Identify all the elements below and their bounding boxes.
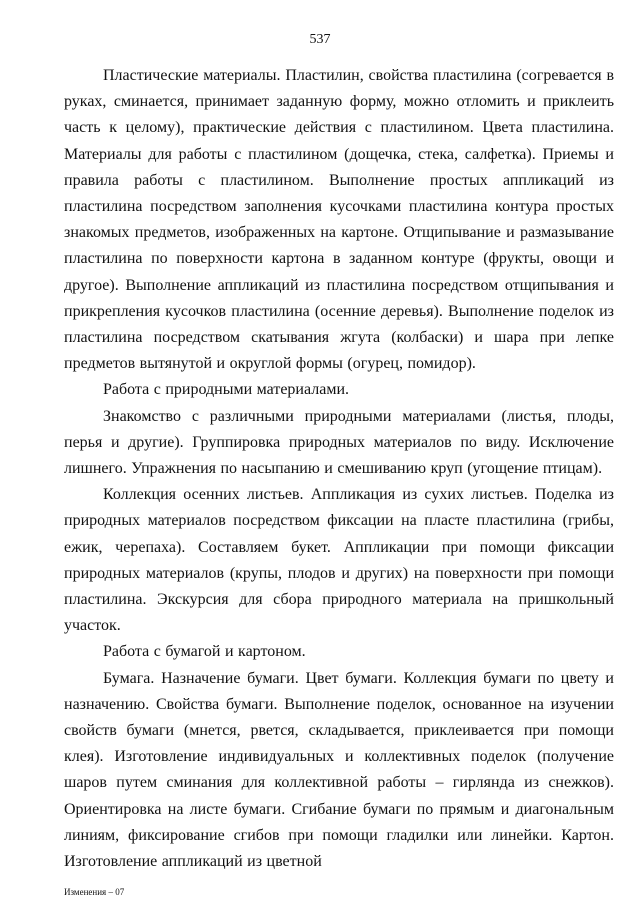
paragraph-autumn-leaves: Коллекция осенних листьев. Аппликация из сухих листьев. Поделка из природных материалов посредством фиксации на пласте пластилина (грибы, ежик, черепаха). Составляем букет. Аппликации при помощи фиксации природных материалов (крупы, плодов и других) на поверхности при помощи пластилина. Экскурсия для сбора природного материала на пришкольный участок. <box>64 486 614 635</box>
section-heading-paper-cardboard: Работа с бумагой и картоном. <box>103 643 306 661</box>
paragraph-natural-materials-intro: Знакомство с различными природными материалами (листья, плоды, перья и другие). Группировка природных материалов по виду. Исключение лишнего. Упражнения по насыпанию и смешиванию круп (угощение птицам). <box>64 407 614 478</box>
paragraph-paper: Бумага. Назначение бумаги. Цвет бумаги. Коллекция бумаги по цвету и назначению. Свойства бумаги. Выполнение поделок, основанное на изучении свойств бумаги (мнется, рвется, складывается, приклеивается при помощи клея). Изготовление индивидуальных и коллективных поделок (получение шаров путем сминания для коллективной работы – гирлянда из снежков). Ориентировка на листе бумаги. Сгибание бумаги по прямым и диагональным линиям, фиксирование сгибов при помощи гладилки или линейки. Картон. Изготовление аппликаций из цветной <box>64 669 614 871</box>
paragraph-plastic-materials: Пластические материалы. Пластилин, свойства пластилина (согревается в руках, сминается, принимает заданную форму, можно отломить и приклеить часть к целому), практические действия с пластилином. Цвета пластилина. Материалы для работы с пластилином (дощечка, стека, салфетка). Приемы и правила работы с пластилином. Выполнение простых аппликаций из пластилина посредством заполнения кусочками пластилина контура простых знакомых предметов, изображенных на картоне. Отщипывание и размазывание пластилина по поверхности картона в заданном контуре (фрукты, овощи и другое). Выполнение аппликаций из пластилина посредством отщипывания и прикрепления кусочков пластилина (осенние деревья). Выполнение поделок из пластилина посредством скатывания жгута (колбаски) и шара при лепке предметов вытянутой и округлой формы (огурец, помидор). <box>64 67 614 373</box>
document-body <box>64 63 614 875</box>
footer-revision-note: Изменения – 07 <box>64 887 125 897</box>
section-heading-natural-materials: Работа с природными материалами. <box>103 381 349 399</box>
page-number: 537 <box>309 32 331 47</box>
